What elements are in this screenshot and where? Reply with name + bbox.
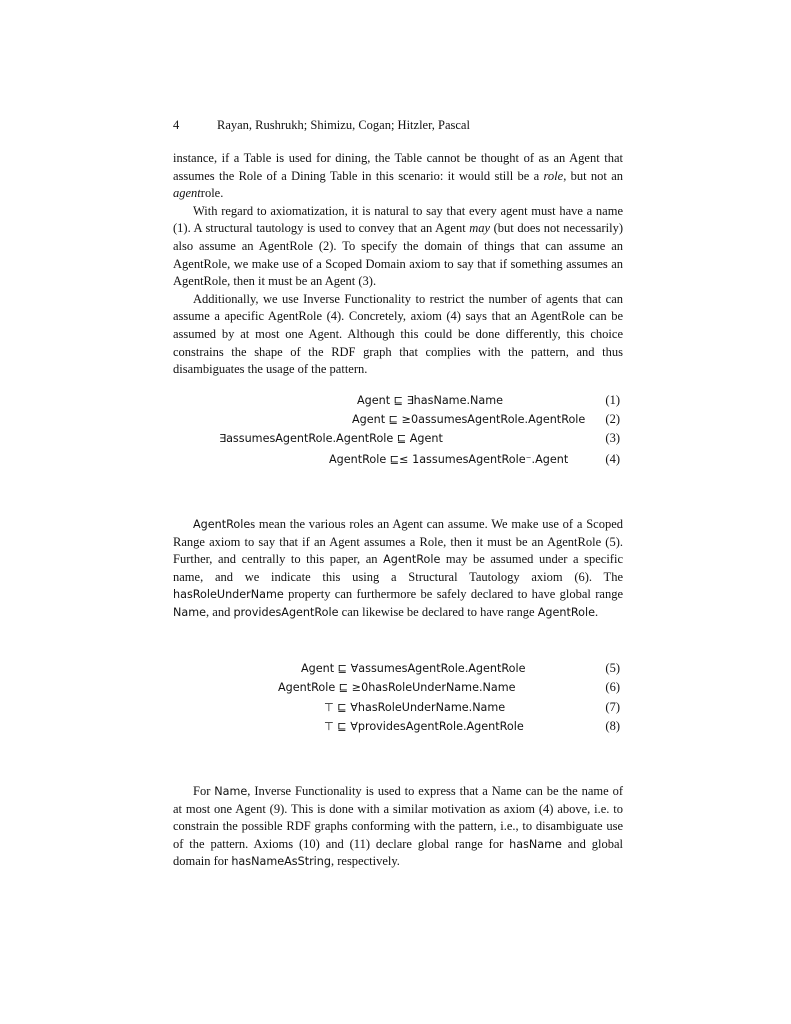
axiom-4: AgentRole ⊑≤ 1assumesAgentRole⁻.Agent	[329, 453, 569, 466]
running-header	[173, 118, 470, 133]
paragraph-5: For Name, Inverse Functionality is used to express that a Name can be the name of at most one Agent (9). This is done with a similar motivation as axiom (4) above, i.e. to constrain the possible RDF graphs conforming with the pattern, i.e., to disambiguate use of the pattern. Axioms (10) and (11) declare global range for hasName and global domain for hasNameAsString, respectively.	[173, 784, 623, 869]
paragraph-4: AgentRoles mean the various roles an Agent can assume. We make use of a Scoped Range axiom to say that if an Agent assumes a Role, then it must be an AgentRole (5). Further, and centrally to this paper, an AgentRole may be assumed under a specific name, and we indicate this using a Structural Tautology axiom (6). The hasRoleUnderName property can furthermore be safely declared to have global range Name, and providesAgentRole can likewise be declared to have range AgentRole.	[173, 517, 623, 619]
axiom-8: ⊤ ⊑ ∀providesAgentRole.AgentRole	[324, 720, 524, 733]
equation-number-2: (2)	[605, 412, 620, 426]
paragraph-2: With regard to axiomatization, it is natural to say that every agent must have a name (1). A structural tautology is used to convey that an Agent may (but does not necessarily) also assume an AgentRole (2). To specify the domain of things that can assume an AgentRole, we make use of a Scoped Domain axiom to say that if something assumes an AgentRole, then it must be an Agent (3).	[173, 203, 623, 289]
equation-number-4: (4)	[605, 452, 620, 466]
equation-number-7: (7)	[605, 700, 620, 714]
paragraph-1: instance, if a Table is used for dining, the Table cannot be thought of as an Agent that assumes the Role of a Dining Table in this scenario: it would still be a role, but not an agentrole.	[173, 151, 624, 201]
paragraph-3: Additionally, we use Inverse Functionality to restrict the number of agents that can assume a apecific AgentRole (4). Concretely, axiom (4) says that an AgentRole can be assumed by at most one Agent. Although this could be done differently, this choice constrains the shape of the RDF graph that complies with the pattern, and thus disambiguates the usage of the pattern.	[173, 291, 623, 377]
equation-number-1: (1)	[605, 393, 620, 407]
axiom-7: ⊤ ⊑ ∀hasRoleUnderName.Name	[324, 701, 506, 714]
axiom-5: Agent ⊑ ∀assumesAgentRole.AgentRole	[301, 662, 526, 675]
equation-number-6: (6)	[605, 680, 620, 694]
axiom-2: Agent ⊑ ≥0assumesAgentRole.AgentRole	[352, 413, 586, 426]
equation-number-5: (5)	[605, 661, 620, 675]
axiom-1: Agent ⊑ ∃hasName.Name	[357, 394, 504, 407]
axiom-3: ∃assumesAgentRole.AgentRole ⊑ Agent	[219, 432, 443, 445]
page-number: 4	[173, 118, 180, 132]
author-line: Rayan, Rushrukh; Shimizu, Cogan; Hitzler, Pascal	[217, 118, 470, 132]
equation-number-8: (8)	[605, 719, 620, 733]
body-text-top	[173, 150, 623, 379]
body-text-middle	[173, 516, 623, 622]
body-text-bottom	[173, 783, 623, 871]
equation-number-3: (3)	[605, 431, 620, 445]
axiom-6: AgentRole ⊑ ≥0hasRoleUnderName.Name	[278, 681, 516, 694]
